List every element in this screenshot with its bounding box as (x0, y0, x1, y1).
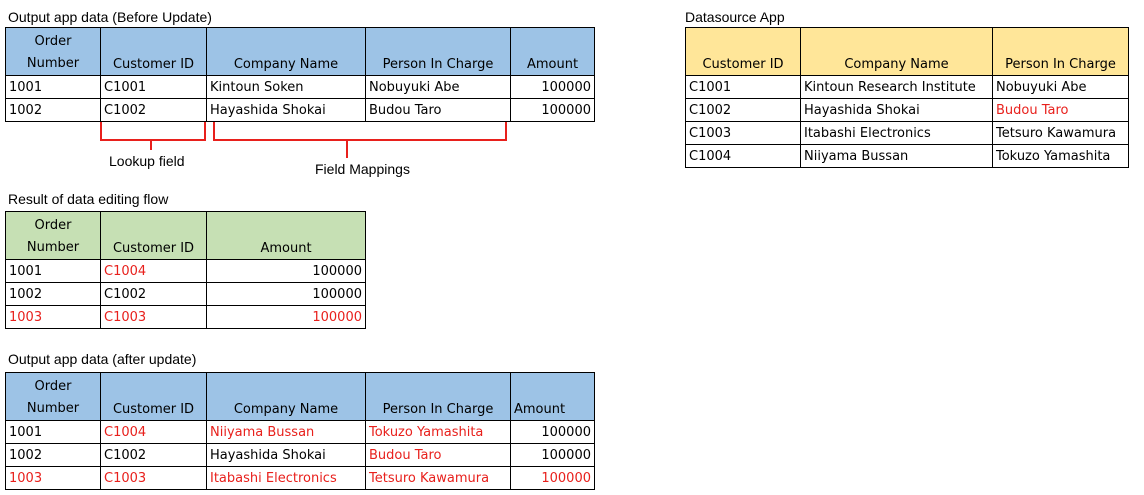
result-table (5, 211, 366, 329)
datasource-header-row (686, 28, 1129, 76)
cell-amount: 100000 (207, 306, 366, 329)
cell-company-name: Hayashida Shokai (207, 444, 366, 467)
cell-order-number: 1001 (6, 421, 101, 444)
cell-person-in-charge: Budou Taro (993, 99, 1129, 122)
cell-customer-id: C1002 (686, 99, 801, 122)
cell-person-in-charge: Budou Taro (366, 444, 511, 467)
cell-company-name: Hayashida Shokai (801, 99, 993, 122)
table-row (686, 145, 1129, 168)
header-person-in-charge: Person In Charge (366, 28, 511, 76)
header-company-name: Company Name (207, 28, 366, 76)
lookup-bracket-stem (150, 139, 152, 150)
after-table (5, 372, 595, 490)
header-order-number: Order Number (6, 28, 101, 76)
table-row (6, 283, 366, 306)
result-title: Result of data editing flow (8, 191, 169, 207)
cell-order-number: 1001 (6, 76, 101, 99)
cell-customer-id: C1001 (686, 76, 801, 99)
datasource-table (685, 27, 1129, 168)
header-order-number: Order Number (6, 212, 101, 260)
cell-amount: 100000 (207, 283, 366, 306)
cell-amount: 100000 (511, 421, 595, 444)
cell-company-name: Niiyama Bussan (207, 421, 366, 444)
before-title: Output app data (Before Update) (8, 9, 212, 25)
cell-person-in-charge: Budou Taro (366, 99, 511, 122)
cell-customer-id: C1002 (101, 283, 207, 306)
cell-order-number: 1002 (6, 283, 101, 306)
table-row (6, 421, 595, 444)
header-customer-id: Customer ID (101, 212, 207, 260)
datasource-title: Datasource App (685, 9, 785, 25)
cell-person-in-charge: Nobuyuki Abe (993, 76, 1129, 99)
table-row (6, 467, 595, 490)
cell-company-name: Hayashida Shokai (207, 99, 366, 122)
header-amount: Amount (207, 212, 366, 260)
cell-person-in-charge: Nobuyuki Abe (366, 76, 511, 99)
cell-customer-id: C1001 (101, 76, 207, 99)
cell-company-name: Itabashi Electronics (207, 467, 366, 490)
cell-order-number: 1003 (6, 306, 101, 329)
header-customer-id: Customer ID (686, 28, 801, 76)
table-row (6, 306, 366, 329)
cell-order-number: 1002 (6, 444, 101, 467)
before-header-row (6, 28, 595, 76)
cell-customer-id: C1003 (686, 122, 801, 145)
before-table (5, 27, 595, 122)
table-row (686, 76, 1129, 99)
header-amount: Amount (511, 373, 595, 421)
cell-order-number: 1002 (6, 99, 101, 122)
field-mappings-bracket-stem (346, 139, 348, 158)
cell-order-number: 1001 (6, 260, 101, 283)
cell-customer-id: C1002 (101, 99, 207, 122)
lookup-field-label: Lookup field (109, 153, 185, 169)
cell-company-name: Kintoun Research Institute (801, 76, 993, 99)
cell-amount: 100000 (511, 76, 595, 99)
cell-company-name: Kintoun Soken (207, 76, 366, 99)
cell-company-name: Niiyama Bussan (801, 145, 993, 168)
header-customer-id: Customer ID (101, 373, 207, 421)
header-order-number: Order Number (6, 373, 101, 421)
table-row (6, 260, 366, 283)
cell-person-in-charge: Tetsuro Kawamura (366, 467, 511, 490)
header-person-in-charge: Person In Charge (993, 28, 1129, 76)
cell-amount: 100000 (511, 467, 595, 490)
cell-customer-id: C1004 (101, 421, 207, 444)
cell-order-number: 1003 (6, 467, 101, 490)
header-company-name: Company Name (801, 28, 993, 76)
cell-person-in-charge: Tokuzo Yamashita (993, 145, 1129, 168)
after-title: Output app data (after update) (8, 351, 197, 367)
cell-customer-id: C1002 (101, 444, 207, 467)
cell-person-in-charge: Tetsuro Kawamura (993, 122, 1129, 145)
field-mappings-bracket (213, 122, 507, 141)
cell-customer-id: C1003 (101, 467, 207, 490)
header-company-name: Company Name (207, 373, 366, 421)
cell-amount: 100000 (511, 444, 595, 467)
header-person-in-charge: Person In Charge (366, 373, 511, 421)
after-header-row (6, 373, 595, 421)
table-row (6, 444, 595, 467)
lookup-bracket (100, 122, 206, 141)
cell-amount: 100000 (207, 260, 366, 283)
cell-customer-id: C1004 (101, 260, 207, 283)
table-row (6, 99, 595, 122)
cell-company-name: Itabashi Electronics (801, 122, 993, 145)
table-row (686, 99, 1129, 122)
result-header-row (6, 212, 366, 260)
table-row (6, 76, 595, 99)
cell-customer-id: C1004 (686, 145, 801, 168)
cell-amount: 100000 (511, 99, 595, 122)
header-customer-id: Customer ID (101, 28, 207, 76)
cell-person-in-charge: Tokuzo Yamashita (366, 421, 511, 444)
table-row (686, 122, 1129, 145)
field-mappings-label: Field Mappings (315, 161, 410, 177)
header-amount: Amount (511, 28, 595, 76)
cell-customer-id: C1003 (101, 306, 207, 329)
